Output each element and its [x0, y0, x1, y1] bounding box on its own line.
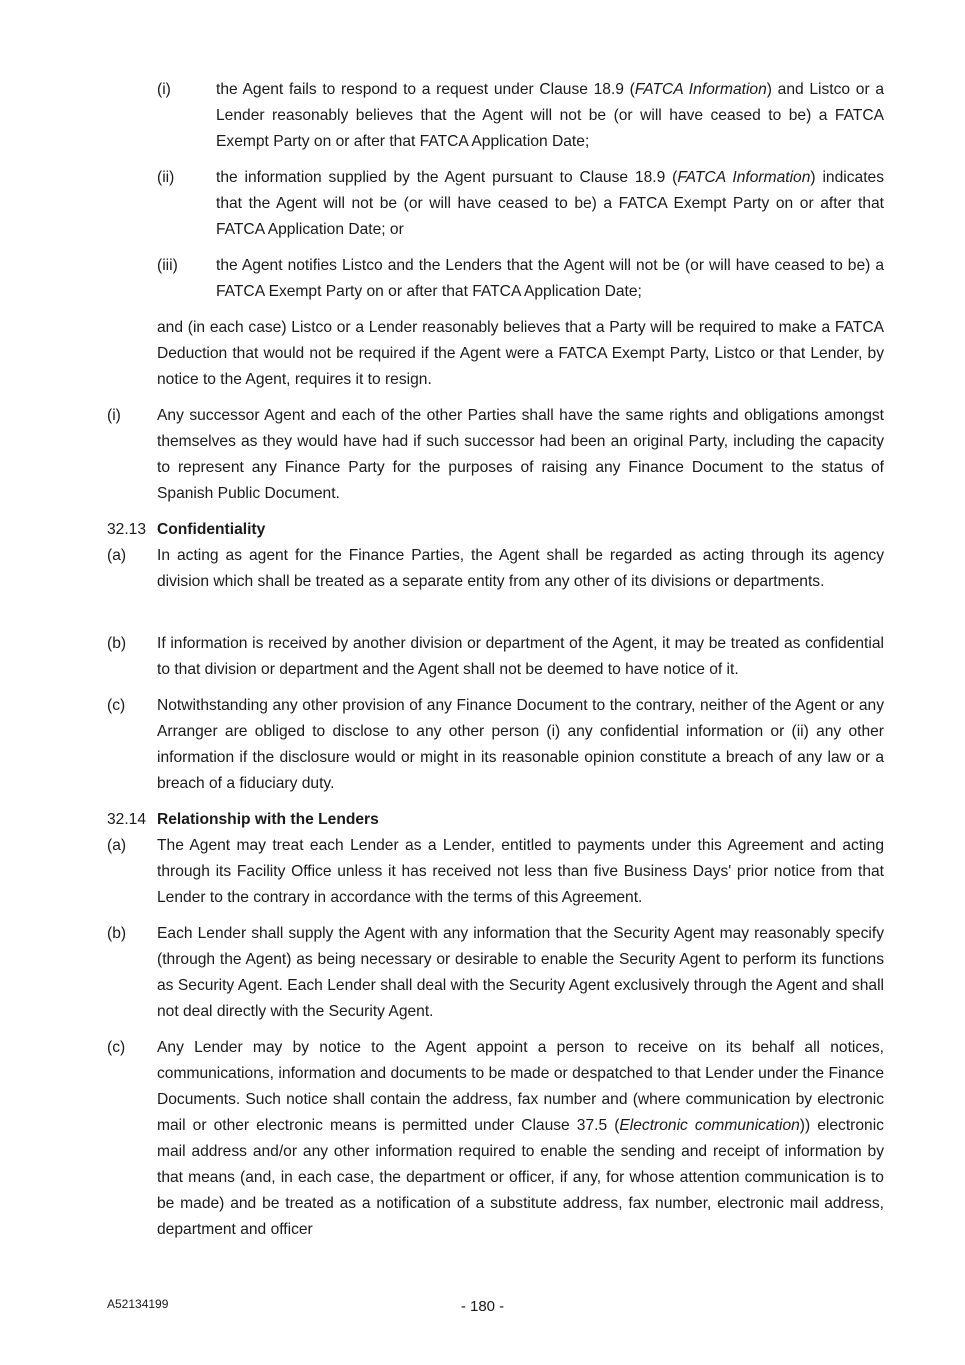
- clause-text-b: If information is received by another division or department of the Agent, it may be treated as confidential to that division or department and the Agent shall not be deemed to have notice of it.: [157, 635, 884, 678]
- sub-item-num-ii: (ii): [157, 169, 175, 186]
- clause-text-a: In acting as agent for the Finance Parties, the Agent shall be regarded as acting through its agency division which shall be treated as a separate entity from any other of its divisions or departments.: [157, 547, 884, 590]
- page-number: - 180 -: [460, 1298, 505, 1315]
- clause-text-b: Each Lender shall supply the Agent with any information that the Security Agent may reasonably specify (through the Agent) as being necessary or desirable to enable the Security Agent to perform its functions as Security Agent. Each Lender shall deal with the Security Agent exclusively through the Agent and shall not deal directly with the Security Agent.: [157, 925, 884, 1020]
- clause-text-c: Notwithstanding any other provision of any Finance Document to the contrary, neither of the Agent or any Arranger are obliged to disclose to any other person (i) any confidential information or (ii) any other information if the disclosure would or might in its reasonable opinion constitute a breach of any law or a breach of a fiduciary duty.: [157, 697, 884, 792]
- sub-item-num-i: (i): [157, 81, 171, 98]
- clause-num-c: (c): [107, 697, 126, 714]
- continuation-paragraph: and (in each case) Listco or a Lender reasonably believes that a Party will be required to make a FATCA Deduction that would not be required if the Agent were a FATCA Exempt Party, Listco or that Lender, by notice to the Agent, requires it to resign.: [157, 319, 884, 388]
- document-reference: A52134199: [107, 1297, 169, 1311]
- clause-num-b: (b): [107, 635, 127, 652]
- clause-text-c: Any Lender may by notice to the Agent appoint a person to receive on its behalf all notices, communications, information and documents to be made or despatched to that Lender under the Finance Documents. Such notice shall contain the address, fax number and (where communication by electronic mail or other electronic means is permitted under Clause 37.5 (Electronic communication)) electronic mail address and/or any other information required to enable the sending and receipt of information by that means (and, in each case, the department or officer, if any, for whose attention communication is to be made) and be treated as a notification of a substitute address, fax number, electronic mail address, department and officer: [157, 1039, 884, 1238]
- section-title-relationship-with-lenders: Relationship with the Lenders: [157, 811, 379, 828]
- clause-num-a: (a): [107, 837, 127, 854]
- sub-item-num-iii: (iii): [157, 257, 178, 274]
- item-num-i: (i): [107, 407, 121, 424]
- item-text-i: Any successor Agent and each of the other Parties shall have the same rights and obligations amongst themselves as they would have had if such successor had been an original Party, including the capacity to represent any Finance Party for the purposes of raising any Finance Document to the status of Spanish Public Document.: [157, 407, 884, 502]
- sub-item-text-i: the Agent fails to respond to a request under Clause 18.9 (FATCA Information) and Listco or a Lender reasonably believes that the Agent will not be (or will have ceased to be) a FATCA Exempt Party on or after that FATCA Application Date;: [216, 81, 885, 150]
- section-number-32-14: 32.14: [107, 811, 147, 828]
- sub-item-text-iii: the Agent notifies Listco and the Lenders that the Agent will not be (or will have ceased to be) a FATCA Exempt Party on or after that FATCA Application Date;: [216, 257, 884, 300]
- clause-num-a: (a): [107, 547, 127, 564]
- sub-item-text-ii: the information supplied by the Agent pursuant to Clause 18.9 (FATCA Information) indicates that the Agent will not be (or will have ceased to be) a FATCA Exempt Party on or after that FATCA Application Date; or: [216, 169, 885, 238]
- section-number-32-13: 32.13: [107, 521, 147, 538]
- clause-num-b: (b): [107, 925, 127, 942]
- clause-text-a: The Agent may treat each Lender as a Lender, entitled to payments under this Agreement and acting through its Facility Office unless it has received not less than five Business Days' prior notice from that Lender to the contrary in accordance with the terms of this Agreement.: [157, 837, 884, 906]
- clause-num-c: (c): [107, 1039, 126, 1056]
- section-title-confidentiality: Confidentiality: [157, 521, 266, 538]
